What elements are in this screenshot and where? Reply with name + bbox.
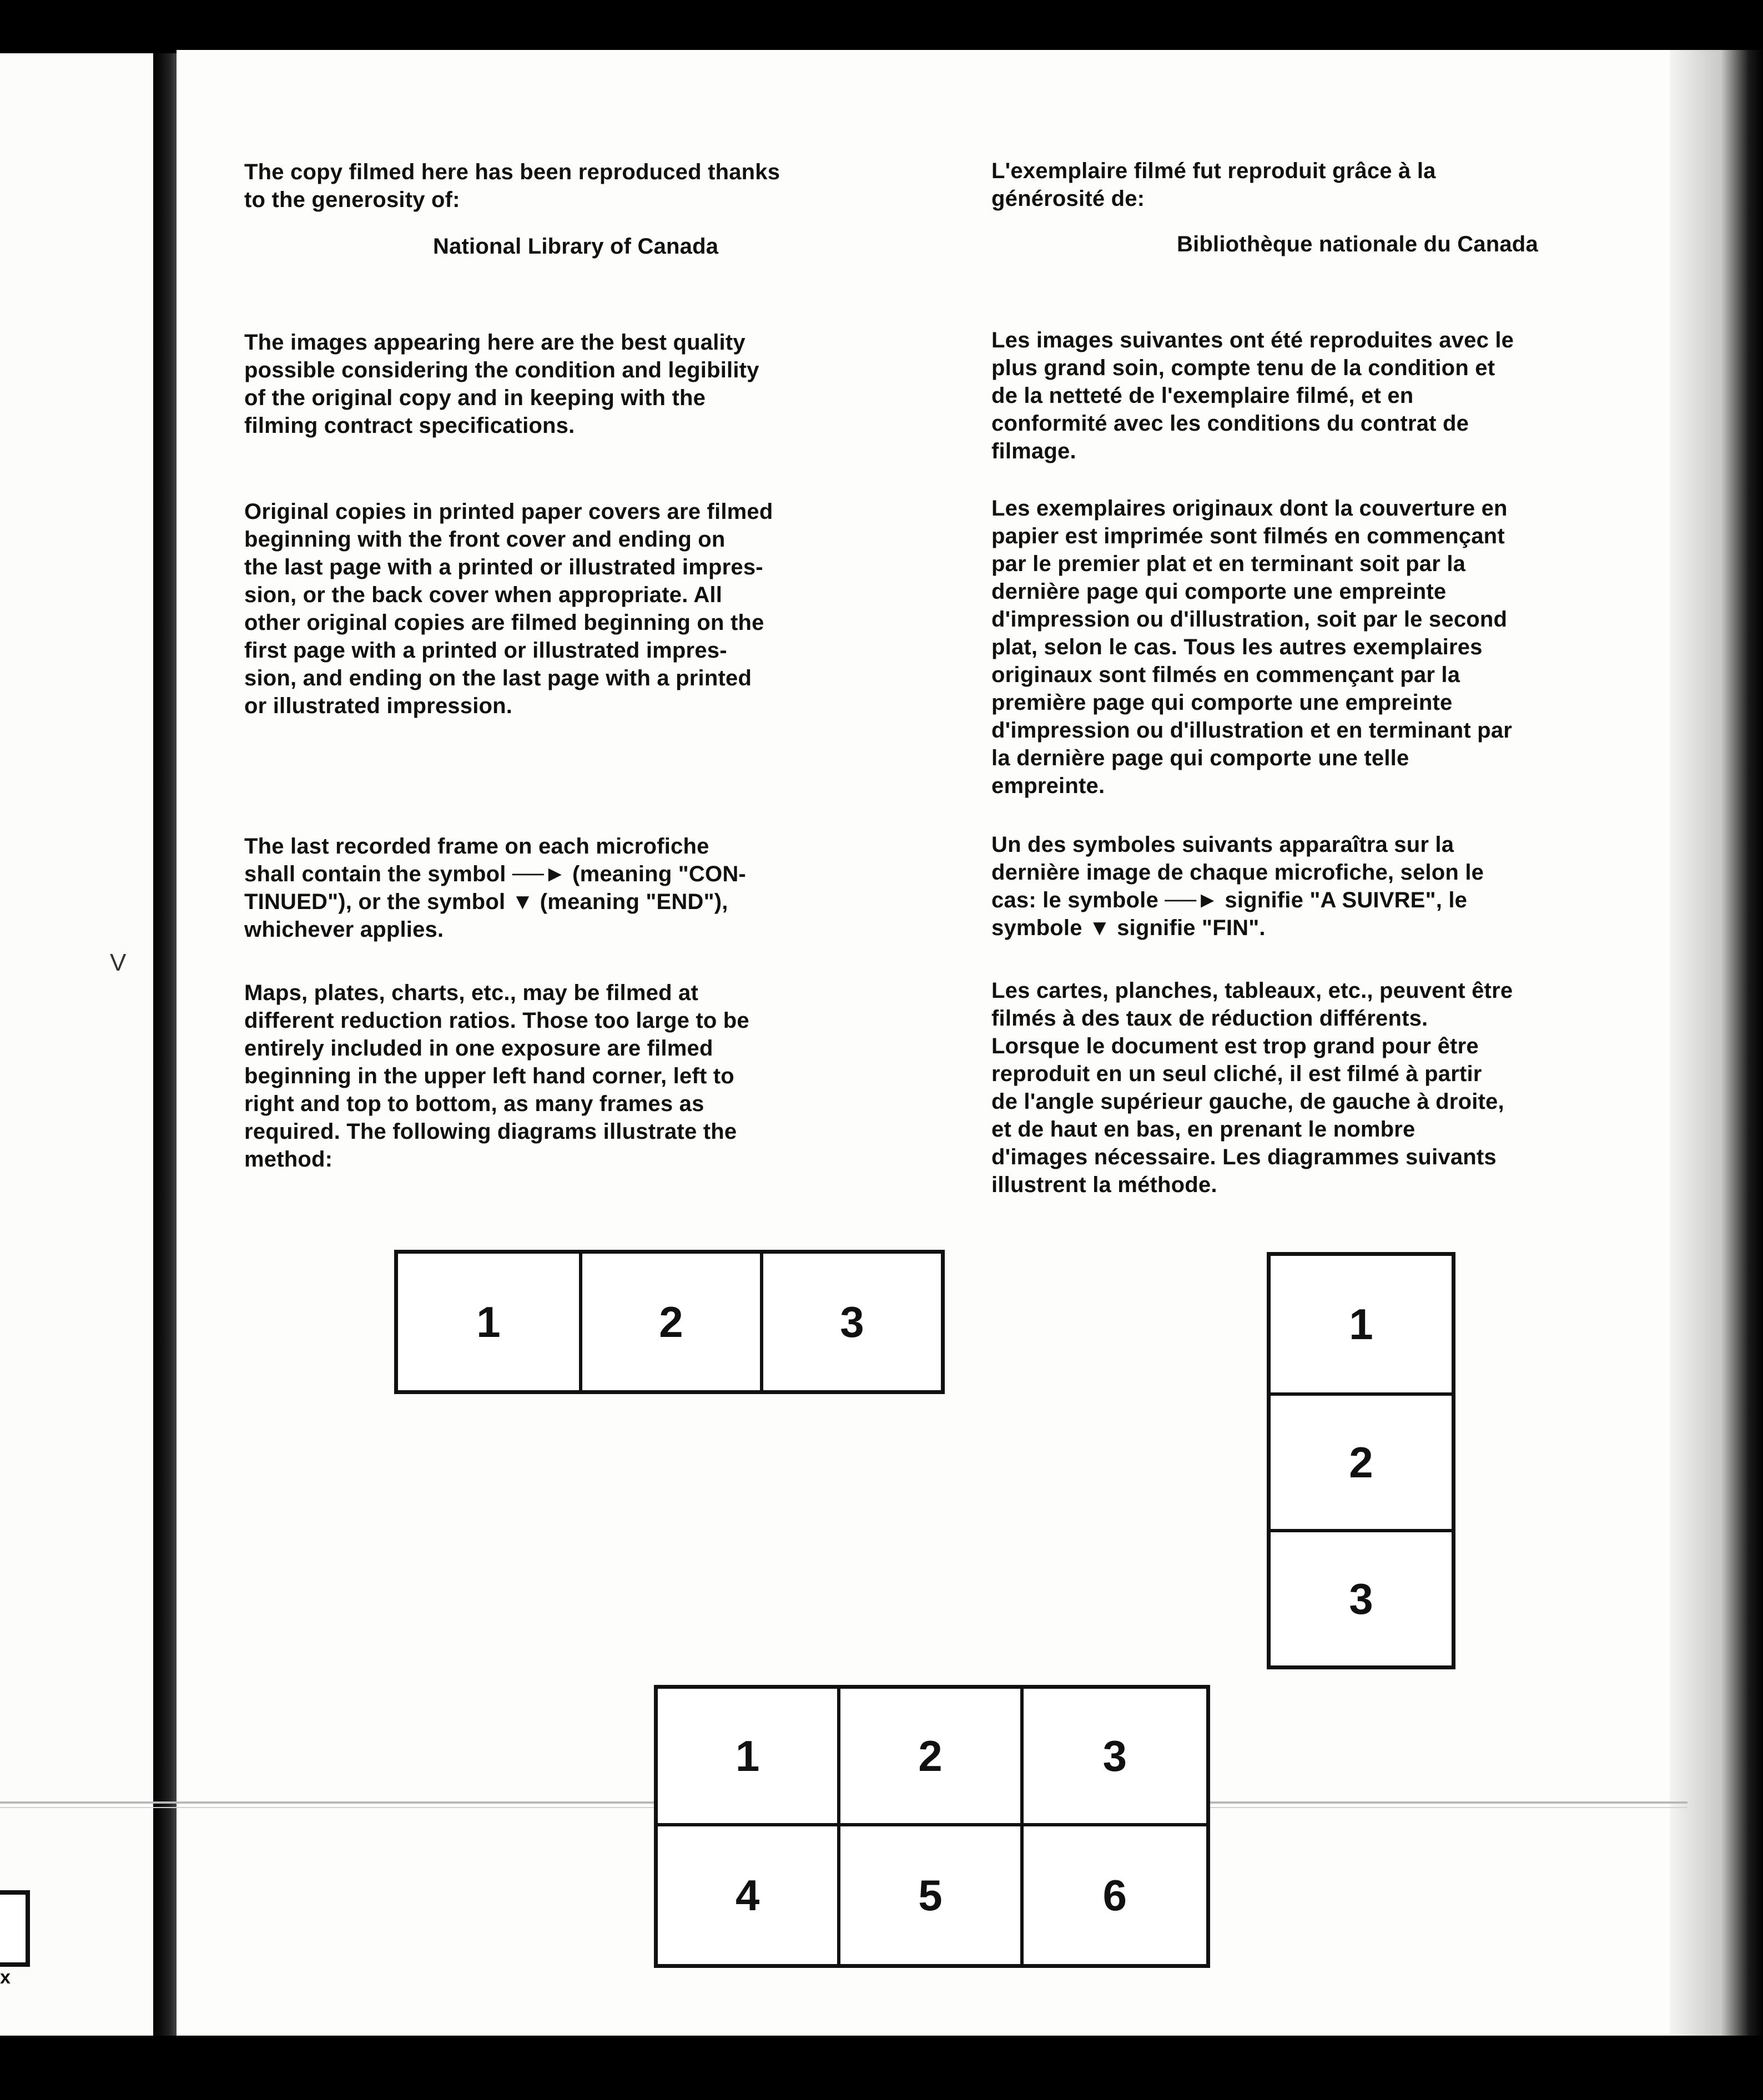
diagram-vertical (1267, 1252, 1455, 1669)
page-fold-shadow (153, 53, 177, 2037)
scan-border-top (0, 0, 1763, 54)
french-intro: L'exemplaire filmé fut reproduit grâce à la générosité de: (991, 159, 1436, 211)
diagram-grid (654, 1685, 1210, 1968)
frame-cell: 1 (1349, 1299, 1373, 1349)
french-quality-paragraph: Les images suivantes ont été reproduites avec le plus grand soin, compte tenu de la condition et de la netteté de l'exemplaire filmé, et en conformité avec les conditions du contrat de filmage. (991, 328, 1514, 463)
frame-cell: 1 (476, 1297, 501, 1346)
french-originals-paragraph: Les exemplaires originaux dont la couverture en papier est imprimée sont filmés en commençant par le premier plat et en terminant soit par la dernière page qui comporte une empreinte d'impression ou d'illustration, soit par le second plat, selon le cas. Tous les autres exemplaires originaux sont filmés en commençant par la première page qui comporte une empreinte d'impression ou d'illustration et en terminant par la dernière page qui comporte une telle empreinte. (991, 496, 1513, 798)
english-maps-paragraph: Maps, plates, charts, etc., may be filmed at different reduction ratios. Those too large to be entirely included in one exposure are filmed beginning in the upper left hand corner, left to right and top to bottom, as many frames as required. The following diagrams illustrate the method: (244, 981, 749, 1172)
frame-cell: 5 (840, 1826, 1023, 1964)
scan-border-bottom (0, 2036, 1763, 2100)
english-quality-paragraph: The images appearing here are the best quality possible considering the condition and legibility of the original copy and in keeping with the filming contract specifications. (244, 330, 759, 438)
french-institution: Bibliothèque nationale du Canada (1177, 232, 1538, 256)
adjacent-page-edge (0, 53, 153, 2037)
diagram-horizontal (394, 1250, 945, 1394)
frame-cell: 1 (658, 1689, 840, 1826)
frame-cell: 3 (1024, 1689, 1206, 1826)
frame-cell: 2 (1271, 1392, 1452, 1529)
english-institution: National Library of Canada (433, 234, 719, 259)
adjacent-page-box (0, 1890, 30, 1967)
french-symbols-paragraph: Un des symboles suivants apparaîtra sur la dernière image de chaque microfiche, selon le cas: le symbole ──► signifie "A SUIVRE", le symbole ▼ signifie "FIN". (991, 832, 1484, 940)
adjacent-page-letter: x (0, 1967, 11, 1988)
adjacent-page-tick: V (110, 949, 127, 976)
frame-cell: 2 (579, 1254, 760, 1390)
frame-cell: 4 (658, 1826, 840, 1964)
frame-cell: 2 (840, 1689, 1023, 1826)
french-maps-paragraph: Les cartes, planches, tableaux, etc., peuvent être filmés à des taux de réduction différents. Lorsque le document est trop grand pour être reproduit en un seul cliché, il est filmé à partir de l'angle supérieur gauche, de gauche à droite, et de haut en bas, en prenant le nombre d'images nécessaire. Les diagrammes suivants illustrent la méthode. (991, 978, 1513, 1197)
english-intro: The copy filmed here has been reproduced thanks to the generosity of: (244, 160, 780, 212)
frame-cell: 6 (1102, 1870, 1127, 1920)
page-right-edge-shadow (1670, 50, 1763, 2037)
frame-cell: 3 (1271, 1529, 1452, 1665)
frame-cell: 3 (760, 1254, 941, 1390)
english-symbols-paragraph: The last recorded frame on each microfiche shall contain the symbol ──► (meaning "CON- TINUED"), or the symbol ▼ (meaning "END"), whichever applies. (244, 834, 746, 942)
english-originals-paragraph: Original copies in printed paper covers are filmed beginning with the front cover and ending on the last page with a printed or illustrated impres- sion, or the back cover when appropriate. All other original copies are filmed beginning on the first page with a printed or illustrated impres- sion, and ending on the last page with a printed or illustrated impression. (244, 499, 773, 718)
